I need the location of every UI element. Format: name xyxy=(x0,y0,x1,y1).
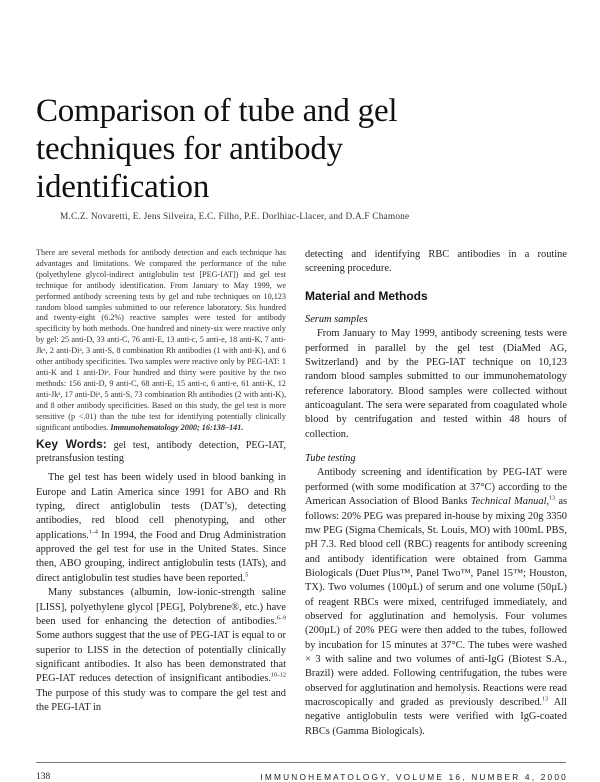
keywords-label: Key Words: xyxy=(36,437,107,452)
abstract-citation: Immunohematology 2000; 16:138–141. xyxy=(110,422,244,432)
author-list: M.C.Z. Novaretti, E. Jens Silveira, E.C. Filho, P.E. Dorlhiac-Llacer, and D.A.F Chamone xyxy=(60,212,410,222)
serum-paragraph: From January to May 1999, antibody screening tests were performed in parallel by the gel test (DiaMed AG, Switzerland) and by the PEG-IAT technique on 10,123 random blood samples submitted to our immunohematology reference laboratory. Blood samples were collected without anticoagulant. The sera were separated from coagulated whole blood by centrifugation and tested within 48 hours of collection. xyxy=(305,328,567,440)
paragraph-text: All negative antiglobulin tests were verified with IgG-coated RBCs (Gamma Biologicals). xyxy=(305,696,567,737)
left-column xyxy=(36,248,286,715)
paragraph-text: The gel test has been widely used in blood banking in Europe and Latin America since 1991 for ABO and Rh typing, direct antiglobulin tests (DAT’s), detecting antibodies, red blood cell phenotyping, and other applications. xyxy=(36,472,286,541)
reference-marker: 6–9 xyxy=(277,615,286,622)
intro-paragraph-2 xyxy=(36,586,286,715)
section-heading: Material and Methods xyxy=(305,288,428,303)
title-line: identification xyxy=(36,169,210,205)
journal-reference: IMMUNOHEMATOLOGY, VOLUME 16, NUMBER 4, 2000 xyxy=(260,772,568,782)
paragraph-text: Many substances (albumin, low-ionic-strength saline [LISS], polyethylene glycol [PEG], Polybrene®, etc.) have been used for enhancing the detection of antibodies. xyxy=(36,587,286,627)
footer-rule xyxy=(36,762,566,763)
paragraph-text: Antibody screening and identification by PEG-IAT were performed (with some modification at 37°C) according to the American Association of Blood Banks xyxy=(305,467,567,508)
paragraph-text: The purpose of this study was to compare the gel test and the PEG-IAT in xyxy=(36,687,286,713)
intro-paragraph-continued: detecting and identifying RBC antibodies in a routine screening procedure. xyxy=(305,249,567,275)
reference-marker: 5 xyxy=(245,572,249,579)
paragraph-text: as follows: 20% PEG was prepared in-house by mixing 20g 3350 mw PEG (Sigma Chemicals, St. Louis, MO) with 100mL PBS, pH 7.3. Red blood cell (RBC) reagents for antibody screening and antibody identification were obtained from Gamma Biologicals (Duet Plus™, Panel Two™, Panel 15™; Houston, TX). Two volumes (100µL) of serum and one volume (50µL) of reagent RBCs were mixed, centrifuged immediately, and observed for agglutination and hemolysis. Four volumes (200µL) of 20% PEG were then added to the tubes, followed by incubation for 15 minutes at 37°C. The tubes were washed × 3 with saline and two volumes of anti-IgG (Biotest S.A., Brazil) were added. Following centrifugation, the tubes were observed for agglutination and hemolysis. Reactions were read macroscopically and graded as previously described. xyxy=(305,496,567,708)
keywords xyxy=(36,438,286,465)
subsection-heading-tube: Tube testing xyxy=(305,453,356,465)
reference-marker: 1–4 xyxy=(88,529,98,536)
subsection-heading-serum: Serum samples xyxy=(305,314,368,326)
title-line: Comparison of tube and gel xyxy=(36,93,398,129)
intro-paragraph-1 xyxy=(36,471,286,586)
title-line: techniques for antibody xyxy=(36,131,343,167)
keywords-text: gel test, antibody detection, PEG-IAT, pretransfusion testing xyxy=(36,440,286,465)
abstract xyxy=(36,248,286,433)
right-column xyxy=(305,248,567,739)
manual-title: Technical Manual, xyxy=(470,496,550,508)
tube-paragraph xyxy=(305,466,567,739)
reference-marker: 10–12 xyxy=(271,672,286,679)
abstract-text: There are several methods for antibody detection and each technique has advantages and limitations. We compared the performance of the tube (polyethylene glycol-indirect antiglobulin test [PEG-IAT]) and gel test technique for antibody identification. From January to May 1999, we performed antibody screening tests by gel and tube techniques on 10,123 random blood samples submitted to our reference laboratory. Six hundred and twenty-eight (6.2%) reactive samples were tested for antibody specificity by both methods. One hundred and ninety-six were reactive only by gel: 25 anti-D, 33 anti-C, 76 anti-E, 13 anti-c, 5 anti-e, 18 anti-K, 7 anti-Jkᵃ, 2 anti-Diᵃ, 3 anti-S, 8 combination Rh antibodies (1 with anti-K), and 6 other antibody specificities. Two samples were reactive only by PEG-IAT: 1 anti-K and 1 anti-Diᵃ. Four hundred and thirty were positive by the two methods: 156 anti-D, 9 anti-C, 68 anti-E, 15 anti-c, 6 anti-e, 61 anti-K, 12 anti-Jkᵃ, 17 anti-Diᵃ, 5 anti-S, 73 combination Rh antibodies (2 with anti-K), and 8 other antibody specificities. Based on this study, the gel test is more sensitive (p <.01) than the tube test for identifying potentially clinically significant antibodies. xyxy=(36,248,286,432)
reference-marker: 13 xyxy=(542,696,549,703)
paragraph-text: Some authors suggest that the use of PEG-IAT is equal to or superior to LISS in the detection of potentially clinically significant antibodies. It also has been demonstrated that PEG-IAT reduces detection of insignificant antibodies. xyxy=(36,630,287,685)
paragraph-text: In 1994, the Food and Drug Administration approved the gel test for use in the United States. Since then, ABO grouping, indirect antiglobulin tests (IATs), and direct antiglobulin test studies have been reported. xyxy=(36,529,286,584)
page-number: 138 xyxy=(36,772,51,782)
reference-marker: 13 xyxy=(549,495,556,502)
article-title xyxy=(36,92,556,206)
